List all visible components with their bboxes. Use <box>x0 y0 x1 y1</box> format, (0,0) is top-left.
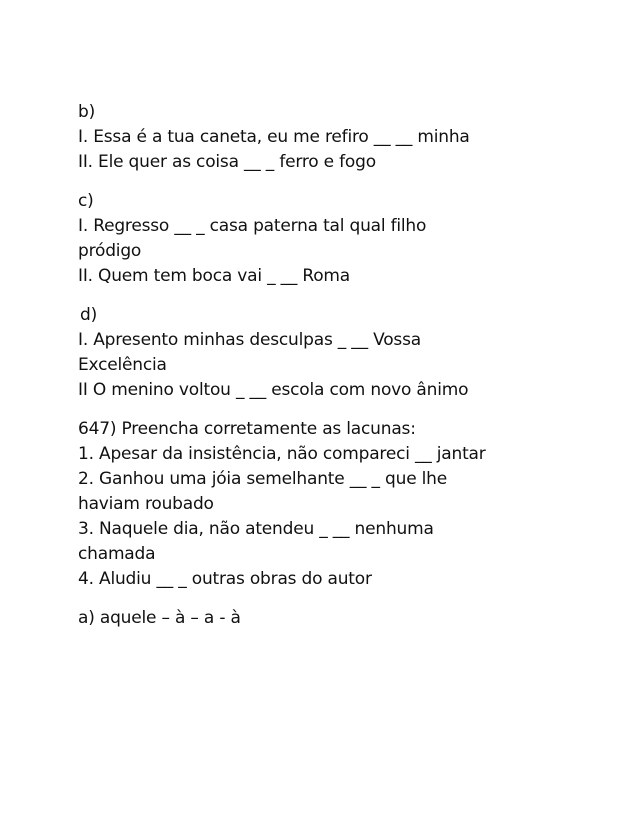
section-spacer <box>78 175 618 189</box>
answer-options <box>78 606 618 631</box>
section-spacer <box>78 592 618 606</box>
question-item: 3. Naquele dia, não atendeu _ __ nenhuma <box>78 519 434 539</box>
question-item: 2. Ganhou uma jóia semelhante __ _ que lhe <box>78 469 448 489</box>
question-item: 1. Apesar da insistência, não compareci __ jantar <box>78 444 486 464</box>
question-item: 4. Aludiu __ _ outras obras do autor <box>78 569 372 589</box>
text-line: II. Quem tem boca vai _ __ Roma <box>78 266 351 286</box>
text-line: I. Regresso __ _ casa paterna tal qual filho <box>78 216 427 236</box>
document-page <box>78 100 618 631</box>
text-line: pródigo <box>78 241 142 261</box>
question-647 <box>78 417 618 592</box>
question-item-continuation: chamada <box>78 544 156 564</box>
section-label-c: c) <box>78 191 94 211</box>
answer-option-a: a) aquele – à – a - à <box>78 608 241 628</box>
section-c <box>78 189 618 289</box>
text-line: II O menino voltou _ __ escola com novo ânimo <box>78 380 469 400</box>
section-label-d: d) <box>80 305 98 325</box>
text-line: I. Apresento minhas desculpas _ __ Vossa <box>78 330 421 350</box>
question-item-continuation: haviam roubado <box>78 494 214 514</box>
text-line: I. Essa é a tua caneta, eu me refiro __ __ minha <box>78 127 470 147</box>
question-title: 647) Preencha corretamente as lacunas: <box>78 419 416 439</box>
section-spacer <box>78 289 618 303</box>
text-line: Excelência <box>78 355 167 375</box>
text-line: II. Ele quer as coisa __ _ ferro e fogo <box>78 152 376 172</box>
section-spacer <box>78 403 618 417</box>
section-b <box>78 100 618 175</box>
section-label-b: b) <box>78 102 96 122</box>
section-d <box>78 303 618 403</box>
